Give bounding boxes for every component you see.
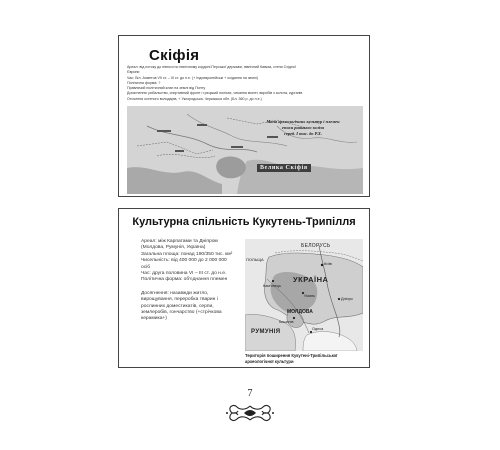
- map-label-dnipro: Дніпро: [341, 297, 353, 301]
- map-label-ukraine: УКРАЇНА: [293, 275, 329, 284]
- text-paragraph: Ареал: між Карпатами та Дніпром (Молдова, Румунія, Україна): [141, 239, 218, 251]
- slide-text: [141, 239, 237, 323]
- text-paragraph: Досягнення: назавжди житло, вирощування, переробка тварин і рослинних доместикатів, серпи, землеробів, гончарство (+стрічкова керамика+): [141, 290, 222, 322]
- map-label-kyiv: Київ: [324, 261, 332, 266]
- slide-title: Скіфія: [149, 47, 200, 64]
- map-caption: Територія поширення Кукутені-Трипільської археологічної культури: [245, 353, 338, 364]
- text-paragraph: Політична форма: об'єднання племен: [141, 277, 228, 283]
- text-line: Досягнення: рибальство, спортивний фронт і грецький полісах, чекання монет, виробів з золота, курганів: [127, 91, 303, 96]
- map-label-moldova: МОЛДОВА: [287, 309, 313, 315]
- page-number: 7: [247, 388, 253, 399]
- text-line: Ареал: від потоку до півночі по північному кордоні Перської держави, північний Кавказ, степи Східної: [127, 65, 296, 69]
- slide-scythia: [118, 35, 370, 197]
- slide-cucuteni-trypillia: [118, 208, 370, 368]
- map-label-belarus: БЕЛОРУСЬ: [301, 243, 331, 249]
- text-line: Політична форма: ?: [127, 80, 161, 85]
- text-line: Оточення остеного володарів, + Ужгородська, Черкаська обл. (Бл. 360 р. до н.е.): [127, 96, 262, 101]
- text-paragraph: Час: друга половина VI – III ст. до н.е.: [141, 271, 227, 277]
- map-label-romania: РУМУНІЯ: [251, 329, 281, 335]
- ornament-icon: [225, 404, 275, 422]
- map-label-odesa: Одеса: [312, 327, 324, 331]
- slide-text: [127, 65, 365, 102]
- map-label-kamianets: Кам'янець: [263, 284, 282, 288]
- map-label-uman: Умань: [304, 294, 316, 298]
- map-caption: Мапа археологічних культур і племен епохи раннього заліза серед. I тис. до Р.Х.: [266, 119, 340, 136]
- map-label-poland: ПОЛЬЩА: [246, 257, 264, 262]
- map-label-chisinau: Кишинів: [279, 320, 294, 324]
- map-region-label: Велика Скіфія: [257, 164, 311, 172]
- trypillia-map: [245, 239, 363, 351]
- text-line: Правлячий політичний клан на землі від Понту: [127, 86, 206, 91]
- text-line: Час: Біл. Ахметов VII ст. – III ст. до н.е. (+ Індоєвропейські + осідання на землі): [127, 75, 258, 80]
- slide-title: Культурна спільність Кукутень-Трипілля: [132, 216, 356, 228]
- text-paragraph: Загальна площа: понад 190/350 тис. км² Чисельність: від 400 000 до 2 000 000 осіб: [141, 251, 233, 270]
- text-line: Європи: [127, 70, 140, 75]
